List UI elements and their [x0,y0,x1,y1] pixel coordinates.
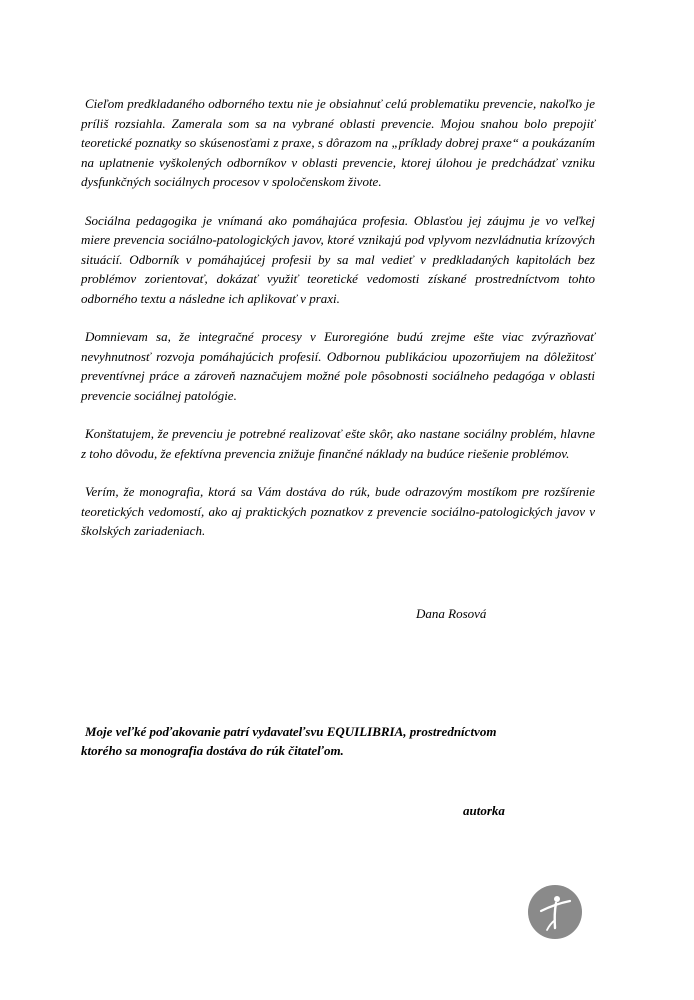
author-signature: autorka [463,803,505,818]
acknowledgement [81,722,561,760]
acknowledgement-line-2: ktorého sa monografia dostáva do rúk čitateľom. [81,743,344,758]
preface-paragraph-2-text: Sociálna pedagogika je vnímaná ako pomáhajúca profesia. Oblasťou jej záujmu je vo veľkej miere prevencia sociálno-patologických javov, ktoré vznikajú pod vplyvom nezvládnutia krízových situácií. Odborník v pomáhajúcej profesii by sa mal vedieť v predkladaných kapitolách bez problémov zorientovať, dokázať využiť teoretické vedomosti získané prostredníctvom tohto odborného textu a následne ich aplikovať v praxi. [81,212,595,306]
preface-paragraph-3-text: Domnievam sa, že integračné procesy v Euroregióne budú zrejme ešte viac zvýrazňovať nevyhnutnosť rozvoja pomáhajúcich profesií. Odbornou publikáciou upozorňujem na dôležitosť preventívnej práce a zároveň naznačujem možné pole pôsobnosti sociálneho pedagóga v oblasti prevencie sociálnej patológie. [81,329,595,403]
logo-figure-head [554,896,560,902]
preface-paragraph-2 [81,211,595,309]
equilibria-logo-icon [527,884,583,940]
logo-figure-body [555,903,556,928]
logo-graphic [527,884,583,940]
preface-paragraph-1 [81,94,595,192]
preface-paragraph-5 [81,482,595,541]
acknowledgement-line-1-text: Moje veľké poďakovanie patrí vydavateľsvu EQUILIBRIA, prostredníctvom [85,724,497,739]
preface-paragraph-3 [81,327,595,405]
preface-paragraph-4 [81,424,595,463]
preface-paragraph-1-text: Cieľom predkladaného odborného textu nie je obsiahnuť celú problematiku prevencie, nakoľko je príliš rozsiahla. Zamerala som sa na vybrané oblasti prevencie. Mojou snahou bolo prepojiť teoretické poznatky so skúsenosťami z praxe, s dôrazom na „príklady dobrej praxe“ a poukázaním na uplatnenie vyškolených odborníkov v oblasti prevencie, ktorej úlohou je predchádzať vzniku dysfunkčných sociálnych procesov v spoločenskom živote. [81,96,595,189]
preface-paragraph-5-text: Verím, že monografia, ktorá sa Vám dostáva do rúk, bude odrazovým mostíkom pre rozšírenie teoretických vedomostí, ako aj praktických poznatkov z prevencie sociálno-patologických javov v školských zariadeniach. [81,484,595,538]
preface-paragraph-4-text: Konštatujem, že prevenciu je potrebné realizovať ešte skôr, ako nastane sociálny problém, hlavne z toho dôvodu, že efektívna prevencia znižuje finančné náklady na budúce riešenie problémov. [81,426,595,461]
preface-text [81,94,595,560]
acknowledgement-line-1 [81,722,561,741]
preface-signature: Dana Rosová [416,606,487,621]
